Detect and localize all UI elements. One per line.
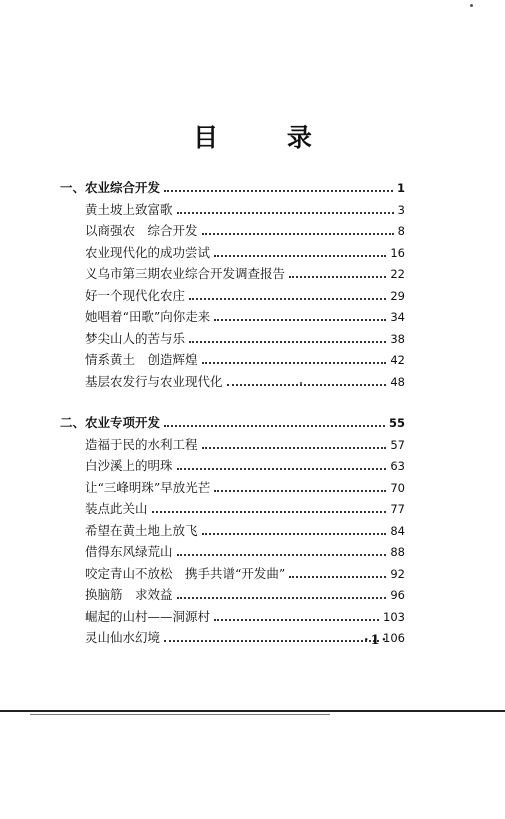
toc-entry[interactable] (60, 564, 405, 586)
toc-entry[interactable] (60, 286, 405, 308)
toc-page-number: 22 (390, 267, 405, 281)
dot-leader (214, 319, 386, 321)
toc-entry-title: 基层农发行与农业现代化 (85, 373, 223, 389)
toc-entry-title: 黄土坡上致富歌 (85, 201, 173, 217)
toc-page-number: 16 (390, 245, 405, 260)
dot-leader (214, 255, 386, 257)
toc-section-title: 一、农业综合开发 (60, 180, 161, 195)
dot-leader (214, 619, 379, 621)
toc-entry-title: 崛起的山村——洞源村 (85, 608, 211, 624)
toc-page-number: 88 (390, 545, 405, 559)
scan-speck (300, 382, 302, 384)
toc-page-number: 1 (396, 181, 405, 195)
bottom-rule (0, 710, 505, 712)
toc-section-heading[interactable] (60, 178, 405, 200)
toc-entry[interactable] (60, 221, 405, 243)
dot-leader (189, 298, 386, 300)
toc-page-number: 63 (390, 459, 405, 473)
toc-entry[interactable] (60, 499, 405, 521)
dot-leader (164, 190, 393, 192)
scan-speck (470, 4, 473, 7)
toc-page-number: 29 (390, 288, 405, 303)
toc-page-number: 3 (397, 202, 405, 217)
dot-leader (164, 425, 385, 427)
toc-page-number: 103 (383, 609, 405, 624)
toc-entry-title: 她唱着“田歌”向你走来 (85, 309, 211, 324)
toc-entry-title: 灵山仙水幻境 (85, 630, 161, 645)
dot-leader (289, 576, 386, 578)
dot-leader (177, 468, 387, 470)
dot-leader (202, 233, 394, 235)
dot-leader (214, 490, 386, 492)
toc-entry-title: 义乌市第三期农业综合开发调查报告 (85, 266, 286, 281)
dot-leader (289, 276, 386, 278)
toc-page-number: 106 (383, 631, 405, 645)
dot-leader (152, 511, 387, 513)
toc-entry[interactable] (60, 585, 405, 607)
toc-entry[interactable] (60, 607, 405, 629)
toc-entry-title: 换脑筋 求效益 (85, 587, 173, 602)
dot-leader (177, 212, 394, 214)
bottom-rule-shadow (30, 714, 330, 715)
toc-entry[interactable] (60, 521, 405, 543)
dot-leader (227, 384, 387, 386)
toc-entry-title: 借得东风绿荒山 (85, 544, 173, 559)
dot-leader (202, 447, 387, 449)
toc-entry-title: 好一个现代化农庄 (85, 287, 186, 303)
toc-entry[interactable] (60, 372, 405, 394)
dot-leader (177, 554, 387, 556)
toc-entry-title: 装点此关山 (85, 501, 148, 516)
toc-entry[interactable] (60, 200, 405, 222)
dot-leader (189, 341, 386, 343)
toc-page-number: 48 (390, 374, 405, 389)
toc-page-number: 34 (390, 310, 405, 324)
toc-page-number: 8 (397, 224, 405, 238)
toc-entry[interactable] (60, 435, 405, 457)
page-number-footer: ·1· (364, 633, 389, 648)
toc-page-number: 77 (390, 502, 405, 516)
toc-section-heading[interactable] (60, 413, 405, 435)
toc-entry-title: 以商强农 综合开发 (85, 223, 198, 238)
toc-entry-title: 白沙溪上的明珠 (85, 458, 173, 473)
toc-page-number: 55 (388, 416, 405, 430)
dot-leader (164, 640, 379, 642)
toc-entry-title: 咬定青山不放松 携手共谱“开发曲” (85, 565, 286, 581)
toc-entry[interactable] (60, 243, 405, 265)
toc-entry[interactable] (60, 307, 405, 329)
toc-page-number: 57 (390, 437, 405, 452)
toc-entry-title: 让“三峰明珠”早放光芒 (85, 479, 211, 495)
page-title: 目 录 (193, 123, 342, 152)
toc-section-title: 二、农业专项开发 (60, 415, 161, 430)
toc-page-number: 84 (390, 523, 405, 538)
toc-entry[interactable] (60, 478, 405, 500)
toc-page-number: 96 (390, 588, 405, 602)
section-spacer (60, 393, 405, 413)
toc-page-number: 38 (390, 331, 405, 346)
toc-entry-title: 造福于民的水利工程 (85, 436, 198, 452)
toc-entry-title: 梦尖山人的苦与乐 (85, 330, 186, 346)
toc-page-number: 42 (390, 353, 405, 367)
dot-leader (202, 362, 387, 364)
table-of-contents (60, 178, 405, 650)
toc-entry-title: 希望在黄土地上放飞 (85, 522, 198, 538)
toc-entry[interactable] (60, 350, 405, 372)
toc-entry-title: 农业现代化的成功尝试 (85, 244, 211, 260)
toc-page-number: 92 (390, 566, 405, 581)
toc-entry[interactable] (60, 329, 405, 351)
dot-leader (202, 533, 387, 535)
toc-entry-title: 情系黄土 创造辉煌 (85, 352, 198, 367)
dot-leader (177, 597, 387, 599)
toc-entry[interactable] (60, 264, 405, 286)
toc-entry[interactable] (60, 628, 405, 650)
toc-entry[interactable] (60, 542, 405, 564)
toc-page-number: 70 (390, 480, 405, 495)
toc-entry[interactable] (60, 456, 405, 478)
